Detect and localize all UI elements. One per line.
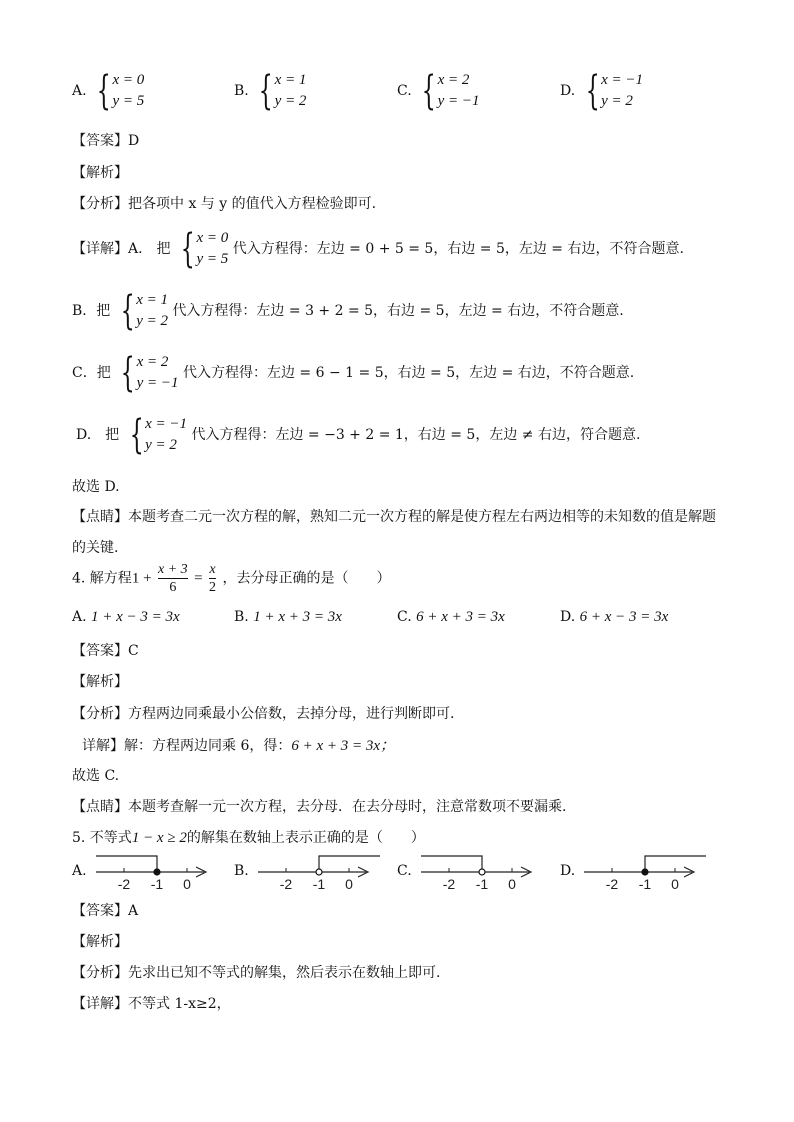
q3-option-b[interactable] — [234, 70, 306, 112]
equation-system: { x = −1 y = 2 — [129, 412, 187, 458]
tick-label: -2 — [442, 876, 456, 892]
option-label: B. — [234, 609, 249, 625]
q5-stem — [72, 827, 425, 847]
q3-analysis-tag: 【解析】 — [72, 165, 128, 181]
detail-text: 代入方程得：左边 = 6 − 1 = 5，右边 = 5，左边 = 右边，不符合题意. — [182, 365, 635, 381]
option-expr: 6 + x + 3 = 3x — [416, 609, 505, 625]
q5-number-line-d[interactable] — [580, 850, 710, 892]
dianjing-text: 本题考查解一元一次方程，去分母．在去分母时，注意常数项不要漏乘. — [128, 799, 567, 815]
q3-dianjing-line1 — [72, 506, 716, 526]
dianjing-tag: 【点睛】 — [72, 799, 128, 815]
q5-stem-suffix: 的解集在数轴上表示正确的是（ ） — [186, 830, 425, 846]
detail-text: 详解】解：方程两边同乘 6，得： — [82, 738, 292, 754]
q4-option-d[interactable] — [560, 609, 668, 626]
q4-option-b[interactable] — [234, 609, 342, 626]
tick-label: -1 — [638, 876, 652, 892]
tick-label: -1 — [312, 876, 326, 892]
q4-fenxi — [72, 703, 454, 723]
solution-bracket — [421, 856, 482, 872]
tick-label: -1 — [475, 876, 489, 892]
q4-option-c[interactable] — [397, 609, 505, 626]
q3-dianjing-line2: 的关键. — [72, 540, 119, 556]
q5-option-c-label[interactable]: C. — [397, 863, 412, 879]
open-dot-icon — [479, 869, 485, 875]
answer-value: C — [128, 643, 139, 659]
q5-option-a-label[interactable]: A. — [72, 863, 87, 879]
q4-detail — [82, 734, 395, 755]
filled-dot-icon — [154, 869, 160, 875]
fenxi-tag: 【分析】 — [72, 706, 128, 722]
q5-number-line-c[interactable] — [417, 850, 547, 892]
q5-fenxi — [72, 962, 440, 982]
equation-system: { x = 0 y = 5 — [180, 226, 229, 272]
tick-label: -2 — [279, 876, 293, 892]
q4-stem — [72, 561, 390, 596]
number-line-svg — [254, 850, 384, 892]
option-label: D. — [560, 609, 576, 625]
answer-value: D — [128, 133, 140, 149]
detail-prefix: C．把 — [72, 365, 111, 381]
q3-detail-c — [72, 352, 634, 394]
q3-answer — [72, 130, 139, 150]
q3-fenxi — [72, 193, 376, 213]
fenxi-text: 把各项中 x 与 y 的值代入方程检验即可. — [128, 196, 377, 212]
q3-option-c[interactable] — [397, 70, 479, 112]
q4-dianjing — [72, 796, 566, 816]
fenxi-tag: 【分析】 — [72, 965, 128, 981]
q3-option-a[interactable] — [72, 70, 144, 112]
tick-label: 0 — [508, 876, 516, 892]
option-label: D. — [560, 83, 576, 99]
q4-fraction-2: $\frac{x}{2}$ — [209, 562, 217, 595]
q4-option-a[interactable] — [72, 609, 180, 626]
option-expr: 6 + x − 3 = 3x — [579, 609, 669, 625]
equation-system: { x = 1 y = 2 — [120, 288, 168, 334]
q3-detail-d — [76, 414, 640, 456]
number-line-svg — [92, 850, 222, 892]
dianjing-text: 本题考查二元一次方程的解，熟知二元一次方程的解是使方程左右两边相等的未知数的值是解题 — [128, 509, 716, 525]
tick-label: -2 — [117, 876, 131, 892]
option-expr: 1 + x − 3 = 3x — [91, 609, 180, 625]
detail-prefix: A. 把 — [128, 241, 171, 257]
q5-answer — [72, 900, 138, 920]
detail-prefix: D. 把 — [76, 427, 120, 443]
dianjing-tag: 【点睛】 — [72, 509, 128, 525]
tick-label: 0 — [345, 876, 353, 892]
detail-tag: 【详解】 — [72, 996, 128, 1012]
q4-analysis-tag: 【解析】 — [72, 674, 128, 690]
number-line-svg — [417, 850, 547, 892]
equation-system: { x = 0 y = 5 — [96, 68, 145, 114]
fenxi-text: 先求出已知不等式的解集，然后表示在数轴上即可. — [128, 965, 441, 981]
equation-system: { x = 2 y = −1 — [421, 68, 480, 114]
tick-label: 0 — [671, 876, 679, 892]
answer-value: A — [128, 903, 139, 919]
equation-system: { x = 2 y = −1 — [120, 350, 179, 396]
detail-text: 代入方程得：左边 = −3 + 2 = 1，右边 = 5，左边 ≠ 右边，符合题意. — [191, 427, 641, 443]
q5-option-b-label[interactable]: B. — [234, 863, 249, 879]
detail-expr: 6 + x + 3 = 3x； — [291, 738, 396, 754]
q5-number-line-a[interactable] — [92, 850, 222, 892]
solution-bracket — [96, 856, 157, 872]
q5-option-d-label[interactable]: D. — [560, 863, 576, 879]
q4-choose: 故选 C. — [72, 768, 120, 784]
q5-detail — [72, 993, 231, 1013]
option-label: A. — [72, 83, 87, 99]
q4-stem-lead: 1 + — [131, 570, 152, 587]
q5-stem-expr: 1 − x ≥ 2 — [131, 830, 187, 846]
equation-system: { x = −1 y = 2 — [585, 68, 643, 114]
option-label: C. — [397, 83, 412, 99]
tick-label: -1 — [150, 876, 164, 892]
answer-tag: 【答案】 — [72, 643, 128, 659]
fenxi-text: 方程两边同乘最小公倍数，去掉分母，进行判断即可. — [128, 706, 455, 722]
q4-stem-suffix: ，去分母正确的是（ ） — [222, 570, 391, 587]
option-label: A. — [72, 609, 87, 625]
fenxi-tag: 【分析】 — [72, 196, 128, 212]
q3-option-d[interactable] — [560, 70, 643, 112]
option-label: B. — [234, 83, 249, 99]
detail-text: 不等式 1-x≥2， — [128, 996, 231, 1012]
q4-fraction-1: $\frac{x + 3}{6}$ — [157, 562, 188, 595]
detail-tag: 【详解】 — [72, 241, 128, 257]
detail-text: 代入方程得：左边 = 3 + 2 = 5，右边 = 5，左边 = 右边，不符合题意. — [172, 303, 624, 319]
tick-label: 0 — [183, 876, 191, 892]
q5-stem-prefix: 5. 不等式 — [72, 830, 132, 846]
answer-tag: 【答案】 — [72, 903, 128, 919]
detail-text: 代入方程得：左边 = 0 + 5 = 5，右边 = 5，左边 = 右边，不符合题意. — [232, 241, 684, 257]
q3-detail-b — [72, 290, 624, 332]
q3-choose: 故选 D. — [72, 479, 120, 495]
q4-eq-sign: = — [194, 570, 203, 587]
q5-analysis-tag: 【解析】 — [72, 934, 128, 950]
number-line-svg — [580, 850, 710, 892]
filled-dot-icon — [642, 869, 648, 875]
q3-detail-a — [72, 228, 684, 270]
option-label: C. — [397, 609, 412, 625]
q5-number-line-b[interactable] — [254, 850, 384, 892]
detail-prefix: B．把 — [72, 303, 111, 319]
tick-label: -2 — [605, 876, 619, 892]
q4-stem-prefix: 4. 解方程 — [72, 570, 132, 587]
q4-answer — [72, 640, 139, 660]
option-expr: 1 + x + 3 = 3x — [253, 609, 342, 625]
answer-tag: 【答案】 — [72, 133, 128, 149]
equation-system: { x = 1 y = 2 — [258, 68, 307, 114]
open-dot-icon — [316, 869, 322, 875]
